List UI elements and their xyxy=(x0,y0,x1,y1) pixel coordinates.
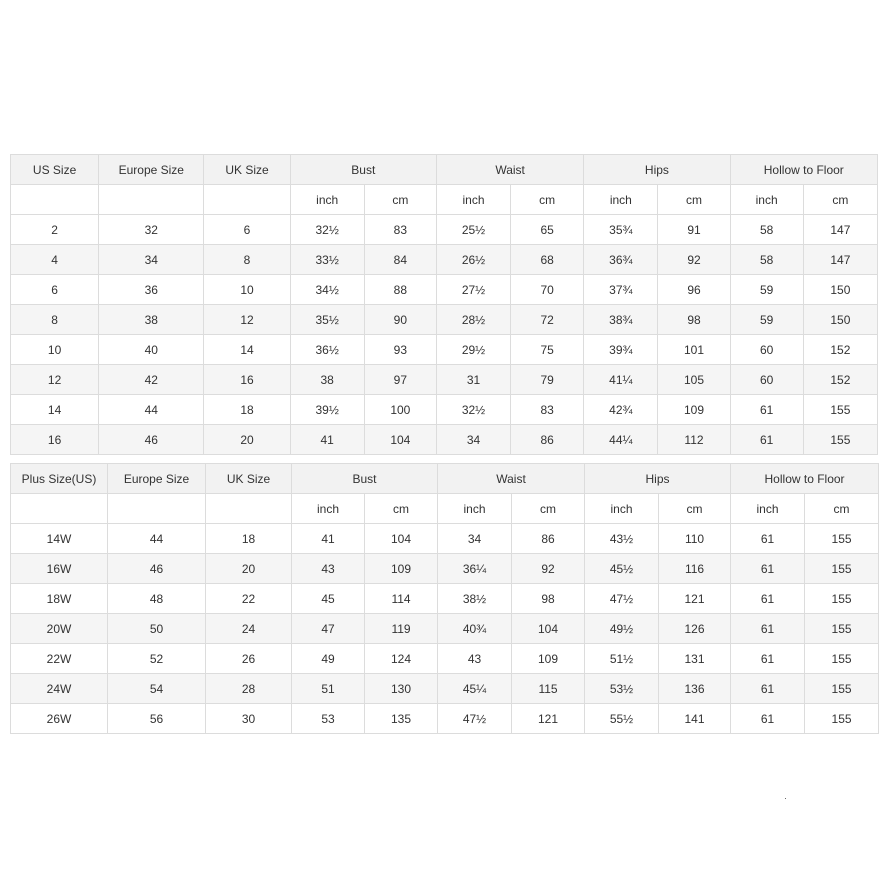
table-body xyxy=(11,524,879,734)
table-cell: 47½ xyxy=(585,584,659,614)
header-cell: UK Size xyxy=(206,464,292,494)
table-cell: 90 xyxy=(364,305,436,335)
table-cell: 10 xyxy=(11,335,99,365)
table-cell: 61 xyxy=(730,395,803,425)
table-cell: 50 xyxy=(108,614,206,644)
header-cell: Hips xyxy=(585,464,731,494)
table-cell: 61 xyxy=(731,614,805,644)
table-cell: 12 xyxy=(11,365,99,395)
table-cell: 45 xyxy=(292,584,365,614)
table-cell: 61 xyxy=(731,704,805,734)
table-cell: 39½ xyxy=(290,395,364,425)
table-cell: 152 xyxy=(803,365,877,395)
table-cell: 30 xyxy=(206,704,292,734)
table-row xyxy=(11,704,879,734)
table-cell: 26½ xyxy=(436,245,510,275)
table-cell: 43 xyxy=(438,644,512,674)
table-cell: 61 xyxy=(731,584,805,614)
unit-cell: cm xyxy=(512,494,585,524)
table-cell: 54 xyxy=(108,674,206,704)
table-cell: 121 xyxy=(512,704,585,734)
table-row xyxy=(11,245,878,275)
table-row xyxy=(11,554,879,584)
table-cell: 46 xyxy=(108,554,206,584)
table-row xyxy=(11,215,878,245)
table-cell: 6 xyxy=(204,215,290,245)
table-cell: 32½ xyxy=(290,215,364,245)
table-row xyxy=(11,584,879,614)
table-row xyxy=(11,674,879,704)
table-cell: 83 xyxy=(364,215,436,245)
table-cell: 22 xyxy=(206,584,292,614)
table-cell: 31 xyxy=(436,365,510,395)
table-cell: 58 xyxy=(730,215,803,245)
table-cell: 79 xyxy=(511,365,584,395)
header-cell: Hollow to Floor xyxy=(730,155,877,185)
table-cell: 58 xyxy=(730,245,803,275)
table-cell: 91 xyxy=(658,215,730,245)
table-cell: 112 xyxy=(658,425,730,455)
table-cell: 109 xyxy=(658,395,730,425)
table-cell: 155 xyxy=(805,584,879,614)
unit-cell: cm xyxy=(364,185,436,215)
table-cell: 96 xyxy=(658,275,730,305)
table-cell: 6 xyxy=(11,275,99,305)
table-cell: 40¾ xyxy=(438,614,512,644)
table-cell: 126 xyxy=(659,614,731,644)
empty-cell xyxy=(204,185,290,215)
size-chart-table-standard xyxy=(10,154,878,455)
table-cell: 155 xyxy=(805,614,879,644)
table-cell: 45¼ xyxy=(438,674,512,704)
table-cell: 109 xyxy=(512,644,585,674)
table-cell: 45½ xyxy=(585,554,659,584)
table-cell: 124 xyxy=(365,644,438,674)
table-row xyxy=(11,614,879,644)
unit-cell: inch xyxy=(438,494,512,524)
table-cell: 83 xyxy=(511,395,584,425)
table-cell: 2 xyxy=(11,215,99,245)
unit-cell: cm xyxy=(511,185,584,215)
table-cell: 109 xyxy=(365,554,438,584)
table-cell: 26W xyxy=(11,704,108,734)
table-row xyxy=(11,335,878,365)
table-cell: 38¾ xyxy=(584,305,658,335)
table-cell: 121 xyxy=(659,584,731,614)
header-cell: Europe Size xyxy=(99,155,204,185)
table-cell: 51½ xyxy=(585,644,659,674)
speck-mark xyxy=(785,798,786,799)
table-cell: 65 xyxy=(511,215,584,245)
empty-cell xyxy=(99,185,204,215)
table-cell: 20 xyxy=(204,425,290,455)
table-cell: 135 xyxy=(365,704,438,734)
header-cell: Plus Size(US) xyxy=(11,464,108,494)
table-row xyxy=(11,395,878,425)
table-cell: 55½ xyxy=(585,704,659,734)
table-cell: 33½ xyxy=(290,245,364,275)
table-cell: 22W xyxy=(11,644,108,674)
table-header-row xyxy=(11,464,879,494)
table-cell: 44¼ xyxy=(584,425,658,455)
unit-cell: inch xyxy=(730,185,803,215)
unit-cell: inch xyxy=(584,185,658,215)
table-cell: 24 xyxy=(206,614,292,644)
table-cell: 28½ xyxy=(436,305,510,335)
table-cell: 36¼ xyxy=(438,554,512,584)
table-cell: 16W xyxy=(11,554,108,584)
table-cell: 28 xyxy=(206,674,292,704)
table-cell: 88 xyxy=(364,275,436,305)
table-cell: 155 xyxy=(805,704,879,734)
table-cell: 16 xyxy=(11,425,99,455)
table-cell: 141 xyxy=(659,704,731,734)
table-cell: 92 xyxy=(658,245,730,275)
table-cell: 59 xyxy=(730,305,803,335)
table-cell: 18 xyxy=(206,524,292,554)
table-cell: 27½ xyxy=(436,275,510,305)
table-cell: 24W xyxy=(11,674,108,704)
table-cell: 136 xyxy=(659,674,731,704)
table-cell: 49 xyxy=(292,644,365,674)
table-cell: 14 xyxy=(204,335,290,365)
table-cell: 41¼ xyxy=(584,365,658,395)
table-row xyxy=(11,524,879,554)
table-cell: 44 xyxy=(99,395,204,425)
unit-cell: cm xyxy=(805,494,879,524)
unit-cell: cm xyxy=(803,185,877,215)
table-cell: 98 xyxy=(512,584,585,614)
table-cell: 98 xyxy=(658,305,730,335)
table-cell: 61 xyxy=(731,674,805,704)
table-cell: 25½ xyxy=(436,215,510,245)
table-cell: 34½ xyxy=(290,275,364,305)
table-cell: 59 xyxy=(730,275,803,305)
table-cell: 92 xyxy=(512,554,585,584)
unit-row xyxy=(11,494,879,524)
table-cell: 38½ xyxy=(438,584,512,614)
table-cell: 32 xyxy=(99,215,204,245)
table-cell: 35¾ xyxy=(584,215,658,245)
table-cell: 93 xyxy=(364,335,436,365)
table-cell: 48 xyxy=(108,584,206,614)
header-cell: Hips xyxy=(584,155,730,185)
table-cell: 155 xyxy=(805,674,879,704)
table-cell: 51 xyxy=(292,674,365,704)
table-cell: 150 xyxy=(803,275,877,305)
table-cell: 44 xyxy=(108,524,206,554)
table-cell: 20 xyxy=(206,554,292,584)
table-cell: 61 xyxy=(731,554,805,584)
table-cell: 14 xyxy=(11,395,99,425)
unit-cell: inch xyxy=(585,494,659,524)
table-row xyxy=(11,365,878,395)
table-cell: 68 xyxy=(511,245,584,275)
table-cell: 86 xyxy=(512,524,585,554)
table-cell: 70 xyxy=(511,275,584,305)
table-cell: 61 xyxy=(731,524,805,554)
unit-row xyxy=(11,185,878,215)
unit-cell: inch xyxy=(436,185,510,215)
table-cell: 18W xyxy=(11,584,108,614)
table-cell: 56 xyxy=(108,704,206,734)
table-cell: 61 xyxy=(731,644,805,674)
table-cell: 8 xyxy=(11,305,99,335)
table-cell: 49½ xyxy=(585,614,659,644)
table-cell: 155 xyxy=(805,524,879,554)
table-cell: 14W xyxy=(11,524,108,554)
empty-cell xyxy=(11,494,108,524)
table-cell: 38 xyxy=(99,305,204,335)
table-cell: 47 xyxy=(292,614,365,644)
table-cell: 86 xyxy=(511,425,584,455)
table-row xyxy=(11,275,878,305)
table-cell: 43 xyxy=(292,554,365,584)
table-cell: 60 xyxy=(730,365,803,395)
table-cell: 20W xyxy=(11,614,108,644)
unit-cell: inch xyxy=(290,185,364,215)
header-cell: Waist xyxy=(436,155,583,185)
empty-cell xyxy=(11,185,99,215)
table-cell: 104 xyxy=(364,425,436,455)
table-cell: 8 xyxy=(204,245,290,275)
table-cell: 115 xyxy=(512,674,585,704)
table-cell: 104 xyxy=(365,524,438,554)
table-cell: 52 xyxy=(108,644,206,674)
table-cell: 53½ xyxy=(585,674,659,704)
header-cell: Europe Size xyxy=(108,464,206,494)
table-cell: 116 xyxy=(659,554,731,584)
table-cell: 147 xyxy=(803,245,877,275)
table-cell: 12 xyxy=(204,305,290,335)
table-cell: 41 xyxy=(292,524,365,554)
table-cell: 36 xyxy=(99,275,204,305)
table-cell: 26 xyxy=(206,644,292,674)
table-cell: 114 xyxy=(365,584,438,614)
table-cell: 38 xyxy=(290,365,364,395)
table-cell: 75 xyxy=(511,335,584,365)
table-row xyxy=(11,305,878,335)
table-cell: 155 xyxy=(805,554,879,584)
table-cell: 147 xyxy=(803,215,877,245)
table-cell: 105 xyxy=(658,365,730,395)
table-cell: 155 xyxy=(803,425,877,455)
unit-cell: cm xyxy=(658,185,730,215)
table-cell: 34 xyxy=(436,425,510,455)
table-cell: 4 xyxy=(11,245,99,275)
table-cell: 131 xyxy=(659,644,731,674)
table-cell: 97 xyxy=(364,365,436,395)
table-cell: 84 xyxy=(364,245,436,275)
table-cell: 155 xyxy=(803,395,877,425)
table-cell: 36½ xyxy=(290,335,364,365)
table-cell: 100 xyxy=(364,395,436,425)
table-cell: 35½ xyxy=(290,305,364,335)
table-cell: 155 xyxy=(805,644,879,674)
table-body xyxy=(11,215,878,455)
table-cell: 32½ xyxy=(436,395,510,425)
table-cell: 104 xyxy=(512,614,585,644)
unit-cell: inch xyxy=(731,494,805,524)
unit-cell: inch xyxy=(292,494,365,524)
table-cell: 53 xyxy=(292,704,365,734)
table-cell: 152 xyxy=(803,335,877,365)
table-cell: 34 xyxy=(438,524,512,554)
table-row xyxy=(11,644,879,674)
table-header-row xyxy=(11,155,878,185)
table-cell: 42 xyxy=(99,365,204,395)
table-cell: 40 xyxy=(99,335,204,365)
table-cell: 46 xyxy=(99,425,204,455)
header-cell: Hollow to Floor xyxy=(731,464,879,494)
header-cell: Bust xyxy=(290,155,436,185)
table-cell: 39¾ xyxy=(584,335,658,365)
unit-cell: cm xyxy=(659,494,731,524)
table-cell: 101 xyxy=(658,335,730,365)
table-cell: 18 xyxy=(204,395,290,425)
empty-cell xyxy=(206,494,292,524)
table-cell: 150 xyxy=(803,305,877,335)
table-cell: 10 xyxy=(204,275,290,305)
table-cell: 41 xyxy=(290,425,364,455)
table-cell: 29½ xyxy=(436,335,510,365)
table-cell: 119 xyxy=(365,614,438,644)
table-cell: 42¾ xyxy=(584,395,658,425)
unit-cell: cm xyxy=(365,494,438,524)
table-cell: 60 xyxy=(730,335,803,365)
table-row xyxy=(11,425,878,455)
size-chart-table-plus xyxy=(10,463,879,734)
table-cell: 34 xyxy=(99,245,204,275)
table-cell: 47½ xyxy=(438,704,512,734)
table-cell: 61 xyxy=(730,425,803,455)
header-cell: UK Size xyxy=(204,155,290,185)
table-cell: 36¾ xyxy=(584,245,658,275)
empty-cell xyxy=(108,494,206,524)
table-cell: 110 xyxy=(659,524,731,554)
table-cell: 43½ xyxy=(585,524,659,554)
table-cell: 130 xyxy=(365,674,438,704)
table-cell: 37¾ xyxy=(584,275,658,305)
table-cell: 16 xyxy=(204,365,290,395)
table-cell: 72 xyxy=(511,305,584,335)
header-cell: Bust xyxy=(292,464,438,494)
header-cell: Waist xyxy=(438,464,585,494)
header-cell: US Size xyxy=(11,155,99,185)
